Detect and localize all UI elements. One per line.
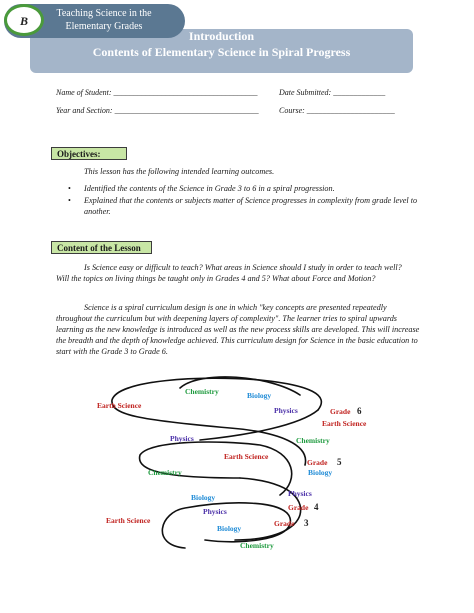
label-physics: Physics [288, 489, 312, 498]
content-paragraph-2: Science is a spiral curriculum design is one in which "key concepts are presented repeatedly throughout the curriculum but with deepening layers of complexity". The learner tries to spiral upwards learning as the new knowledge is introduced as well as the new process skills are developed. This will increase the breadth and the depth of knowledge achieved. This curriculum design for Science in the basic education to start with the Grade 3 to Grade 6. [56, 303, 420, 356]
year-section-field[interactable]: Year and Section: ____________________________________ [56, 106, 259, 115]
objectives-heading: Objectives: [51, 147, 127, 160]
label-chemistry: Chemistry [148, 468, 182, 477]
label-grade-number: 3 [304, 518, 309, 528]
label-earth-science: Earth Science [97, 401, 142, 410]
student-name-field[interactable]: Name of Student: ____________________________________ [56, 88, 258, 97]
course-name-line1: Teaching Science in the [56, 8, 152, 19]
date-submitted-field[interactable]: Date Submitted: _____________ [279, 88, 386, 97]
label-biology: Biology [191, 493, 216, 502]
course-field[interactable]: Course: ______________________ [279, 106, 395, 115]
label-grade-number: 4 [314, 502, 319, 512]
label-biology: Biology [217, 524, 242, 533]
label-physics: Physics [203, 507, 227, 516]
label-earth-science: Earth Science [224, 452, 269, 461]
label-biology: Biology [308, 468, 333, 477]
objective-item: • Explained that the contents or subjects matter of Science progresses in complexity from grade level to another. [84, 195, 424, 217]
label-grade: Grade [307, 458, 328, 467]
content-heading: Content of the Lesson [51, 241, 152, 254]
label-physics: Physics [170, 434, 194, 443]
label-physics: Physics [274, 406, 298, 415]
label-chemistry: Chemistry [185, 387, 219, 396]
label-grade-number: 6 [357, 406, 362, 416]
label-earth-science: Earth Science [322, 419, 367, 428]
label-grade: Grade [330, 407, 351, 416]
label-chemistry: Chemistry [296, 436, 330, 445]
module-letter: B [19, 14, 28, 28]
content-paragraph-1: Is Science easy or difficult to teach? What areas in Science should I study in order to teach well? Will the topics on living things be taught only in Grades 4 and 5? What about Force and Motion? [56, 263, 402, 283]
course-name-line2: Elementary Grades [65, 21, 143, 32]
objective-item: • Identified the contents of the Science in Grade 3 to 6 in a spiral progression. [84, 183, 424, 194]
objectives-intro: This lesson has the following intended learning outcomes. [84, 167, 275, 176]
label-grade-number: 5 [337, 457, 342, 467]
page-subtitle: Contents of Elementary Science in Spiral Progress [92, 45, 351, 59]
page-title: Introduction [188, 29, 255, 43]
label-grade: Grade [274, 519, 295, 528]
label-chemistry: Chemistry [240, 541, 274, 550]
label-grade: Grade [288, 503, 309, 512]
label-earth-science: Earth Science [106, 516, 151, 525]
label-biology: Biology [247, 391, 272, 400]
